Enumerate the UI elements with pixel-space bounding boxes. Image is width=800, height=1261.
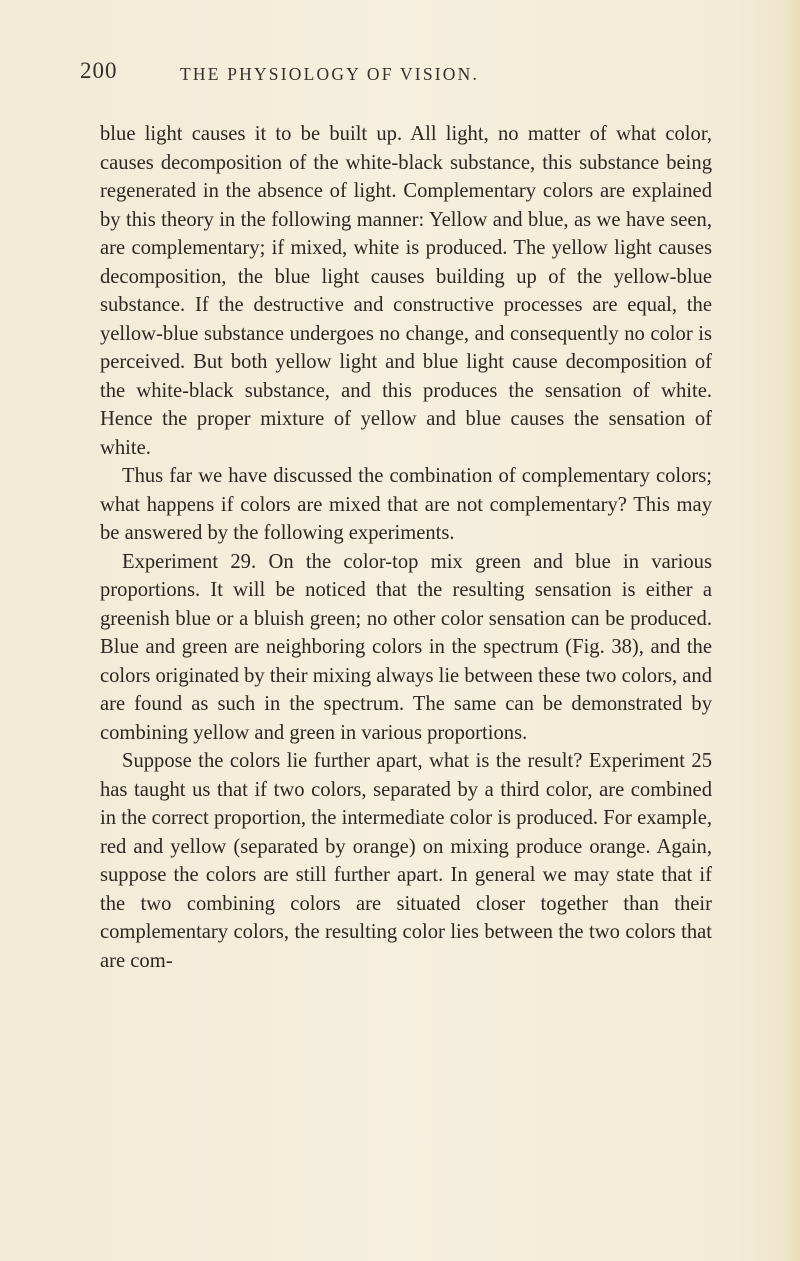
body-text bbox=[100, 120, 712, 975]
running-head bbox=[80, 58, 720, 92]
page-edge-shadow bbox=[786, 0, 800, 1261]
paragraph-continuation: blue light causes it to be built up. All light, no matter of what color, causes decomposition of the white-black substance, this substance being regenerated in the absence of light. Complementary colors are explained by this theory in the following manner: Yellow and blue, as we have seen, are complementary; if mixed, white is produced. The yellow light causes decomposition, the blue light causes building up of the yellow-blue substance. If the destructive and constructive processes are equal, the yellow-blue substance undergoes no change, and consequently no color is perceived. But both yellow light and blue light cause decomposition of the white-black substance, and this produces the sensation of white. Hence the proper mixture of yellow and blue causes the sensation of white. bbox=[100, 123, 712, 459]
paragraph-complementary-question: Thus far we have discussed the combination of complementary colors; what happens if colors are mixed that are not complementary? This may be answered by the following experiments. bbox=[100, 465, 712, 544]
paragraph-experiment-29: Experiment 29. On the color-top mix green and blue in various proportions. It will be noticed that the resulting sensation is either a greenish blue or a bluish green; no other color sensation can be produced. Blue and green are neighboring colors in the spectrum (Fig. 38), and the colors originated by their mixing always lie between these two colors, and are found as such in the spectrum. The same can be demonstrated by combining yellow and green in various proportions. bbox=[100, 550, 712, 744]
paragraph-colors-further-apart: Suppose the colors lie further apart, what is the result? Experiment 25 has taught us that if two colors, separated by a third color, are combined in the correct proportion, the intermediate color is produced. For example, red and yellow (separated by orange) on mixing produce orange. Again, suppose the colors are still further apart. In general we may state that if the two combining colors are situated closer together than their complementary colors, the resulting color lies between the two colors that are com- bbox=[100, 750, 712, 972]
page-number: 200 bbox=[80, 58, 118, 83]
running-title: THE PHYSIOLOGY OF VISION. bbox=[180, 64, 480, 84]
